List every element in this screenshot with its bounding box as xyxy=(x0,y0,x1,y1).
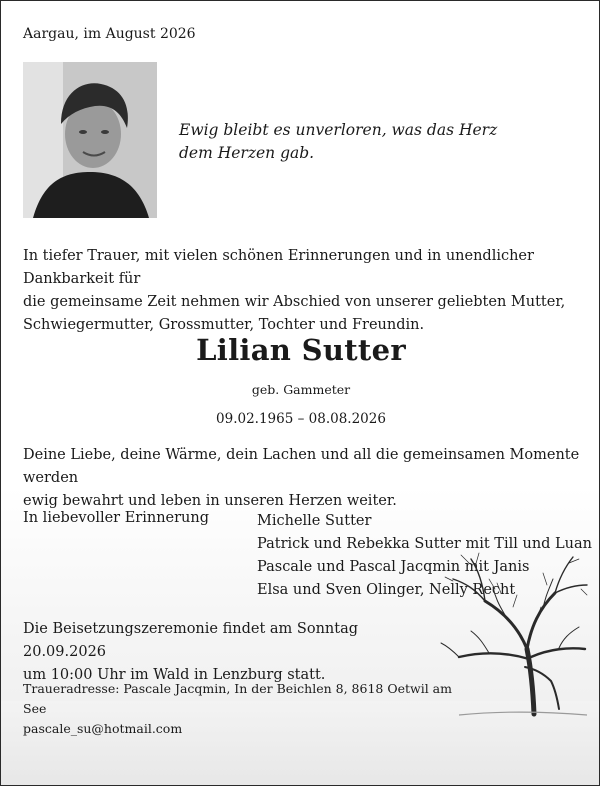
ceremony-line: um 10:00 Uhr im Wald in Lenzburg statt. xyxy=(23,667,326,683)
mourner-name: Elsa und Sven Olinger, Nelly Recht xyxy=(257,582,516,598)
ceremony-info xyxy=(23,618,423,687)
mourner-name: Patrick und Rebekka Sutter mit Till und Luan xyxy=(257,536,593,552)
portrait-photo xyxy=(23,62,157,218)
message-line: ewig bewahrt und leben in unseren Herzen weiter. xyxy=(23,493,397,509)
contact-info xyxy=(23,679,463,739)
mourning-address: Traueradresse: Pascale Jacqmin, In der Beichlen 8, 8618 Oetwil am See xyxy=(23,681,452,716)
intro-line: In tiefer Trauer, mit vielen schönen Erinnerungen und in unendlicher Dankbarkeit für xyxy=(23,248,534,287)
intro-line: die gemeinsame Zeit nehmen wir Abschied von unserer geliebten Mutter, xyxy=(23,294,566,310)
mourner-name: Michelle Sutter xyxy=(257,513,372,529)
contact-email[interactable]: pascale_su@hotmail.com xyxy=(23,721,183,736)
ceremony-line: Die Beisetzungszeremonie findet am Sonntag 20.09.2026 xyxy=(23,621,359,660)
mourners-label: In liebevoller Erinnerung xyxy=(23,510,210,526)
deceased-name: Lilian Sutter xyxy=(196,333,406,367)
mourner-name: Pascale und Pascal Jacqmin mit Janis xyxy=(257,559,530,575)
birth-name: geb. Gammeter xyxy=(251,382,351,397)
portrait-icon xyxy=(23,62,157,218)
intro-line: Schwiegermutter, Grossmutter, Tochter und Freundin. xyxy=(23,317,425,333)
place-date: Aargau, im August 2026 xyxy=(23,26,196,42)
quote-line: Ewig bleibt es unverloren, was das Herz xyxy=(179,121,498,139)
message-line: Deine Liebe, deine Wärme, dein Lachen und all die gemeinsamen Momente werden xyxy=(23,447,580,486)
life-dates: 09.02.1965 – 08.08.2026 xyxy=(216,411,386,427)
quote-line: dem Herzen gab. xyxy=(179,144,315,162)
memorial-message xyxy=(23,444,583,513)
intro-text xyxy=(23,245,583,337)
memorial-quote xyxy=(179,119,499,165)
